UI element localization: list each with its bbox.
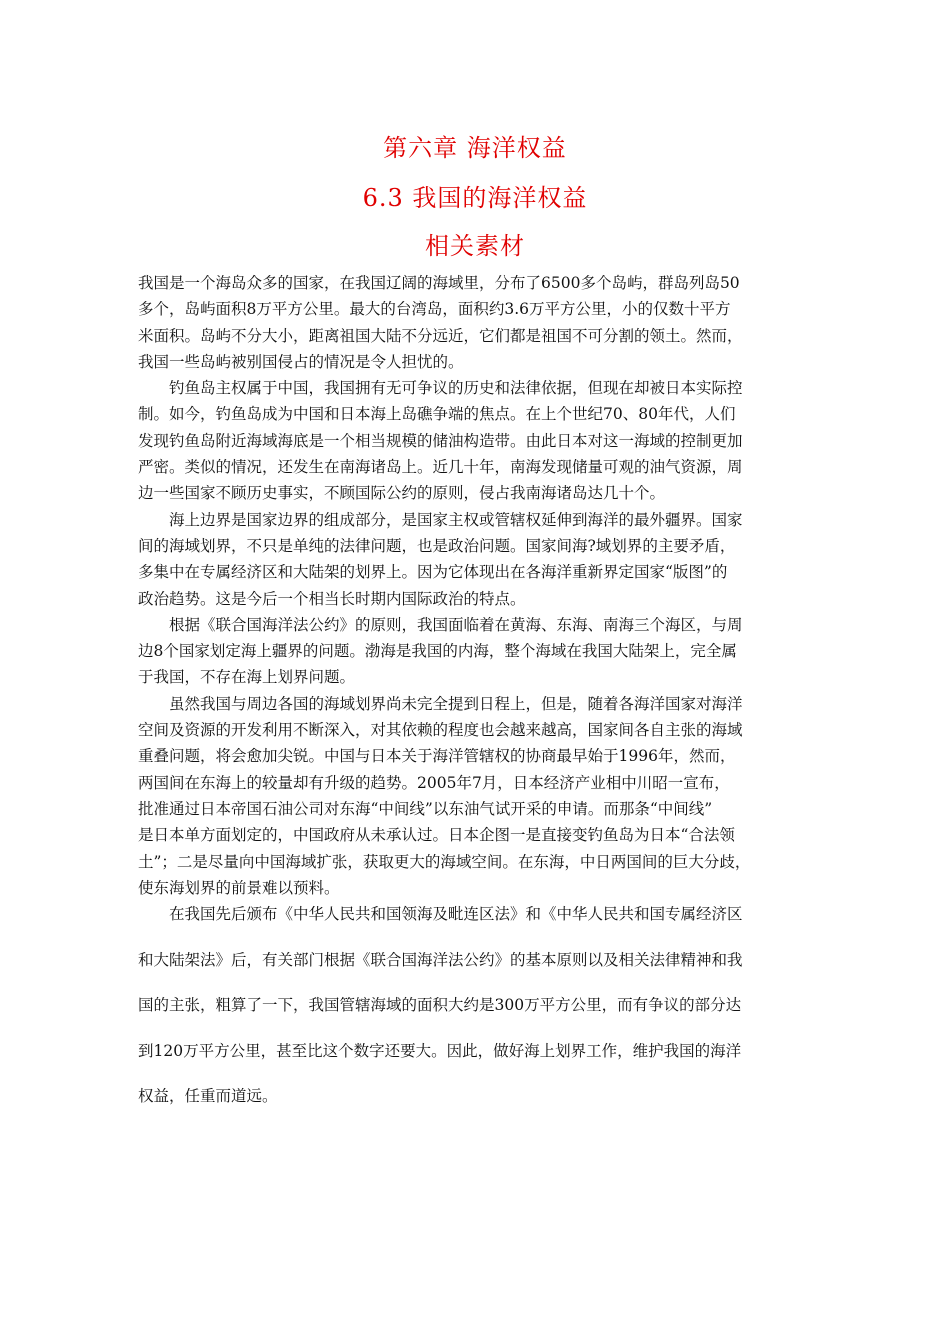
paragraph-4 (138, 612, 828, 691)
text-line: 间的海域划界，不只是单纯的法律问题，也是政治问题。国家间海?域划界的主要矛盾， (138, 536, 736, 555)
text-line: 重叠问题，将会愈加尖锐。中国与日本关于海洋管辖权的协商最早始于1996年，然而， (138, 747, 736, 766)
text-line: 我国是一个海岛众多的国家，在我国辽阔的海域里，分布了6500多个岛屿，群岛列岛50 (138, 274, 740, 292)
paragraph-1 (138, 270, 828, 375)
text-line: 海上边界是国家边界的组成部分，是国家主权或管辖权延伸到海洋的最外疆界。国家 (169, 510, 743, 529)
text-line: 和大陆架法》后，有关部门根据《联合国海洋法公约》的基本原则以及相关法律精神和我 (138, 950, 743, 969)
text-line: 于我国，不存在海上划界问题。 (138, 668, 356, 687)
text-line: 到120万平方公里，甚至比这个数字还要大。因此，做好海上划界工作，维护我国的海洋 (138, 1041, 742, 1060)
text-line: 在我国先后颁布《中华人民共和国领海及毗连区法》和《中华人民共和国专属经济区 (169, 905, 743, 924)
text-line: 国的主张，粗算了一下，我国管辖海域的面积大约是300万平方公里，而有争议的部分达 (138, 996, 742, 1015)
text-line: 多个，岛屿面积8万平方公里。最大的台湾岛，面积约3.6万平方公里，小的仅数十平方 (138, 300, 731, 319)
subtitle: 相关素材 (425, 232, 525, 260)
text-line: 制。如今，钓鱼岛成为中国和日本海上岛礁争端的焦点。在上个世纪70、80年代，人们 (138, 405, 736, 424)
text-line: 多集中在专属经济区和大陆架的划界上。因为它体现出在各海洋重新界定国家“版图”的 (138, 563, 728, 582)
text-line: 边8个国家划定海上疆界的问题。渤海是我国的内海，整个海域在我国大陆架上，完全属 (138, 642, 737, 661)
text-line: 严密。类似的情况，还发生在南海诸岛上。近几十年，南海发现储量可观的油气资源，周 (138, 458, 743, 477)
paragraph-6 (138, 901, 828, 1129)
paragraph-5 (138, 691, 828, 901)
text-line: 土”；二是尽量向中国海域扩张，获取更大的海域空间。在东海，中日两国间的巨大分歧， (138, 852, 751, 871)
text-line: 使东海划界的前景难以预料。 (138, 878, 340, 897)
text-line: 发现钓鱼岛附近海域海底是一个相当规模的储油构造带。由此日本对这一海域的控制更加 (138, 431, 743, 450)
body-text (138, 270, 828, 1129)
paragraph-3 (138, 507, 828, 612)
text-line: 权益，任重而道远。 (138, 1087, 278, 1106)
text-line: 根据《联合国海洋法公约》的原则，我国面临着在黄海、东海、南海三个海区，与周 (169, 615, 743, 634)
text-line: 两国间在东海上的较量却有升级的趋势。2005年7月，日本经济产业相中川昭一宣布， (138, 773, 730, 792)
text-line: 钓鱼岛主权属于中国，我国拥有无可争议的历史和法律依据，但现在却被日本实际控 (169, 379, 743, 398)
text-line: 空间及资源的开发利用不断深入，对其依赖的程度也会越来越高，国家间各自主张的海域 (138, 721, 743, 740)
text-line: 政治趋势。这是今后一个相当长时期内国际政治的特点。 (138, 589, 526, 608)
text-line: 米面积。岛屿不分大小，距离祖国大陆不分远近，它们都是祖国不可分割的领土。然而， (138, 326, 743, 345)
text-line: 是日本单方面划定的，中国政府从未承认过。日本企图一是直接变钓鱼岛为日本“合法领 (138, 826, 735, 845)
paragraph-2 (138, 375, 828, 506)
text-line: 我国一些岛屿被别国侵占的情况是令人担忧的。 (138, 352, 464, 371)
chapter-title: 第六章 海洋权益 (383, 134, 567, 162)
text-line: 虽然我国与周边各国的海域划界尚未完全提到日程上，但是，随着各海洋国家对海洋 (169, 694, 743, 713)
text-line: 批准通过日本帝国石油公司对东海“中间线”以东油气试开采的申请。而那条“中间线” (138, 799, 713, 818)
section-title: 6.3 我国的海洋权益 (362, 184, 588, 212)
text-line: 边一些国家不顾历史事实，不顾国际公约的原则，侵占我南海诸岛达几十个。 (138, 484, 666, 503)
